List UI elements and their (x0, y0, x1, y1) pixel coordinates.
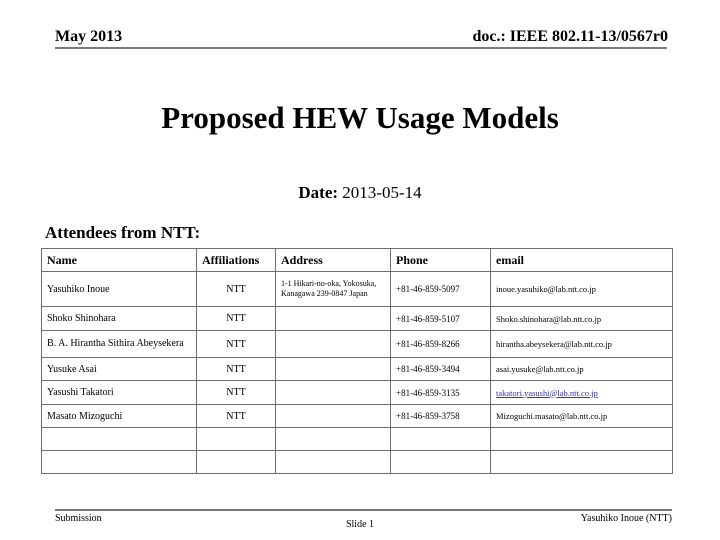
cell-affiliation: NTT (197, 405, 276, 428)
table-row-empty (42, 451, 673, 474)
table-row (42, 405, 673, 428)
cell-email (491, 451, 673, 474)
header-date: May 2013 (55, 28, 123, 45)
cell-phone: +81-46-859-8266 (391, 331, 491, 358)
cell-address: 1-1 Hikari-no-oka, Yokosuka, Kanagawa 239-0847 Japan (276, 272, 391, 307)
cell-email (491, 381, 673, 405)
attendees-table (41, 248, 673, 474)
col-header-name: Name (42, 249, 197, 272)
table-row (42, 358, 673, 381)
cell-email: hirantha.abeysekera@lab.ntt.co.jp (491, 331, 673, 358)
cell-name: B. A. Hirantha Sithira Abeysekera (42, 331, 197, 358)
cell-email: Shoko.shinohara@lab.ntt.co.jp (491, 307, 673, 331)
date-line (0, 183, 720, 203)
slide-title: Proposed HEW Usage Models (161, 100, 559, 135)
cell-phone: +81-46-859-3135 (391, 381, 491, 405)
footer-author: Yasuhiko Inoue (NTT) (580, 513, 672, 524)
cell-phone (391, 451, 491, 474)
cell-name: Yusuke Asai (42, 358, 197, 381)
col-header-phone: Phone (391, 249, 491, 272)
footer-slide-number: Slide 1 (345, 519, 375, 530)
footer-submission: Submission (55, 513, 102, 524)
cell-phone: +81-46-859-3758 (391, 405, 491, 428)
cell-affiliation: NTT (197, 272, 276, 307)
email-link[interactable]: takatori.yasushi@lab.ntt.co.jp (496, 387, 598, 398)
cell-phone: +81-46-859-3494 (391, 358, 491, 381)
cell-name: Masato Mizoguchi (42, 405, 197, 428)
cell-email: Mizoguchi.masato@lab.ntt.co.jp (491, 405, 673, 428)
cell-address (276, 358, 391, 381)
cell-email (491, 428, 673, 451)
col-header-address: Address (276, 249, 391, 272)
cell-affiliation: NTT (197, 331, 276, 358)
cell-phone: +81-46-859-5107 (391, 307, 491, 331)
attendees-heading: Attendees from NTT: (45, 223, 201, 242)
cell-affiliation: NTT (197, 358, 276, 381)
cell-phone (391, 428, 491, 451)
cell-address (276, 451, 391, 474)
cell-address (276, 381, 391, 405)
cell-affiliation: NTT (197, 381, 276, 405)
cell-affiliation: NTT (197, 307, 276, 331)
footer-rule (55, 509, 672, 511)
cell-name (42, 428, 197, 451)
cell-address (276, 405, 391, 428)
table-row (42, 381, 673, 405)
cell-email: inoue.yasuhiko@lab.ntt.co.jp (491, 272, 673, 307)
cell-affiliation (197, 428, 276, 451)
date-value: 2013-05-14 (342, 183, 422, 202)
table-row (42, 331, 673, 358)
col-header-affiliations: Affiliations (197, 249, 276, 272)
cell-name: Shoko Shinohara (42, 307, 197, 331)
table-header-row (42, 249, 673, 272)
header-doc-id: doc.: IEEE 802.11-13/0567r0 (472, 28, 668, 45)
cell-address (276, 428, 391, 451)
cell-name (42, 451, 197, 474)
cell-address (276, 307, 391, 331)
cell-name: Yasushi Takatori (42, 381, 197, 405)
header-rule (55, 47, 667, 49)
cell-phone: +81-46-859-5097 (391, 272, 491, 307)
col-header-email: email (491, 249, 673, 272)
date-label: Date: (298, 183, 339, 202)
table-row (42, 272, 673, 307)
table-row-empty (42, 428, 673, 451)
cell-affiliation (197, 451, 276, 474)
table-row (42, 307, 673, 331)
cell-address (276, 331, 391, 358)
cell-name: Yasuhiko Inoue (42, 272, 197, 307)
cell-email: asai.yusuke@lab.ntt.co.jp (491, 358, 673, 381)
